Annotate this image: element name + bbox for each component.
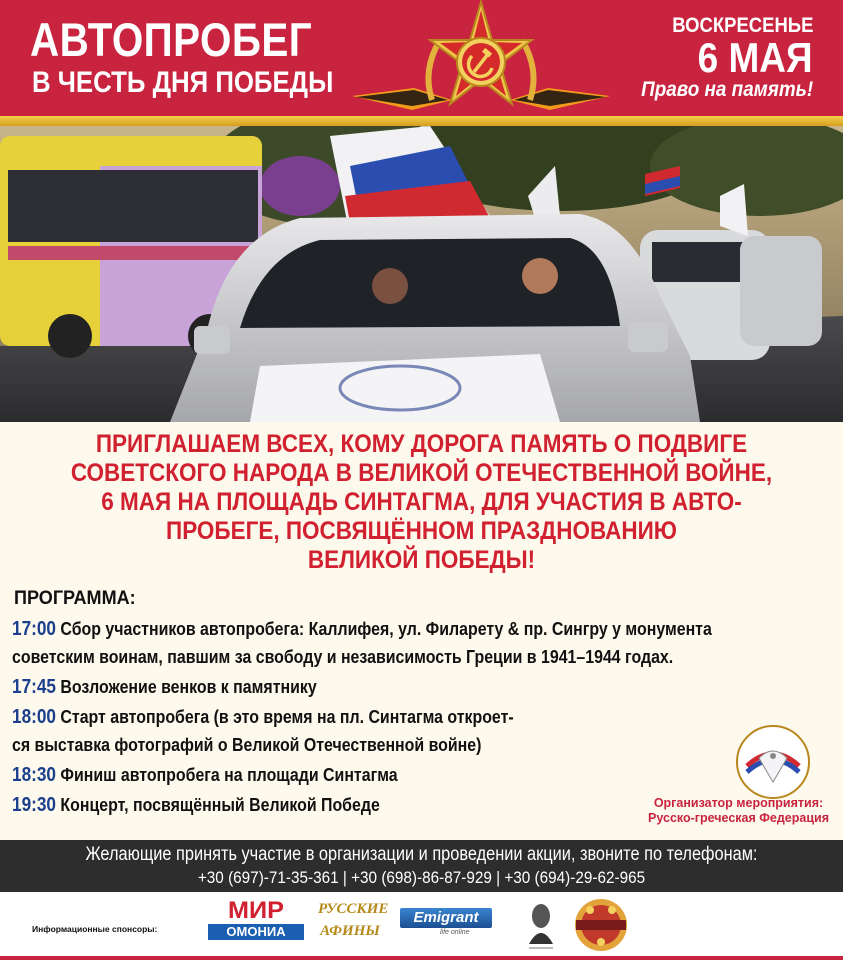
header-banner — [0, 0, 843, 116]
event-subtitle: В ЧЕСТЬ ДНЯ ПОБЕДЫ — [32, 66, 334, 99]
date-number: 6 МАЯ — [698, 34, 813, 81]
program-item — [12, 706, 514, 729]
invitation-text — [20, 430, 823, 575]
program-text: Сбор участников автопробега: Каллифея, ул. Филарету & пр. Сингру у монумента — [60, 618, 712, 639]
program-text: Возложение венков к памятнику — [60, 676, 317, 697]
contact-phones: +30 (697)-71-35-361 | +30 (698)-86-87-929 | +30 (694)-29-62-965 — [197, 868, 646, 887]
program-time: 19:30 — [12, 794, 56, 816]
program-item-continuation — [12, 734, 481, 756]
program-item-continuation — [12, 646, 673, 668]
invitation-line: ПРИГЛАШАЕМ ВСЕХ, КОМУ ДОРОГА ПАМЯТЬ О ПОДВИГЕ — [95, 430, 748, 458]
slavyanka-logo — [570, 896, 632, 954]
program-text: Концерт, посвящённый Великой Победе — [60, 794, 380, 815]
program-text: советским воинам, павшим за свободу и независимость Греции в 1941–1944 годах. — [12, 646, 674, 667]
program-heading: ПРОГРАММА: — [14, 588, 136, 609]
contact-label: Желающие принять участие в организации и проведении акции, звоните по телефонам: — [85, 844, 758, 865]
sponsors-strip — [0, 892, 843, 960]
contact-bar — [0, 840, 843, 892]
program-item — [12, 764, 398, 787]
victory-star-emblem — [352, 0, 610, 118]
gold-divider — [0, 116, 843, 126]
program-time: 17:45 — [12, 676, 56, 698]
program-text: Старт автопробега (в это время на пл. Синтагма откроет- — [60, 706, 514, 727]
motorcade-photo — [0, 126, 843, 422]
program-time: 18:00 — [12, 706, 56, 728]
program-time: 18:30 — [12, 764, 56, 786]
russkie-line2: АФИНЫ — [320, 923, 380, 939]
program-time: 17:00 — [12, 618, 56, 640]
program-item — [12, 618, 712, 641]
mir-bottom-text: ОМОНИА — [208, 924, 304, 940]
invitation-line: 6 МАЯ НА ПЛОЩАДЬ СИНТАГМА, ДЛЯ УЧАСТИЯ В АВТО- — [101, 488, 742, 516]
program-text: Финиш автопробега на площади Синтагма — [60, 764, 398, 785]
event-title: АВТОПРОБЕГ — [30, 13, 313, 66]
program-text: ся выставка фотографий о Великой Отечественной войне) — [12, 734, 482, 755]
mir-omonia-logo — [208, 897, 304, 948]
organizer-credit — [648, 796, 829, 826]
mir-top-text: МИР — [228, 897, 284, 924]
date-weekday: ВОСКРЕСЕНЬЕ — [671, 14, 813, 37]
program-item — [12, 676, 317, 699]
sponsors-label: Информационные спонсоры: — [32, 924, 158, 934]
st-george-ribbon — [352, 88, 610, 110]
invitation-line: ВЕЛИКОЙ ПОБЕДЫ! — [307, 546, 536, 574]
slogan: Право на память! — [640, 78, 813, 101]
invitation-line: ПРОБЕГЕ, ПОСВЯЩЁННОМ ПРАЗДНОВАНИЮ — [166, 517, 677, 545]
bottom-border — [0, 956, 843, 960]
portrait-sponsor-logo — [523, 896, 559, 954]
emigrant-subtitle: life online — [440, 929, 470, 936]
russkie-line1: РУССКИЕ — [318, 901, 389, 917]
organizer-name: Русско-греческая Федерация — [648, 811, 829, 825]
organizer-label: Организатор мероприятия: — [653, 796, 824, 810]
federation-dove-logo — [733, 722, 813, 802]
emigrant-logo: Emigrant — [400, 908, 492, 928]
program-item — [12, 794, 380, 817]
russkie-afiny-logo — [318, 898, 389, 950]
invitation-line: СОВЕТСКОГО НАРОДА В ВЕЛИКОЙ ОТЕЧЕСТВЕННОЙ ВОЙНЕ, — [70, 459, 773, 487]
